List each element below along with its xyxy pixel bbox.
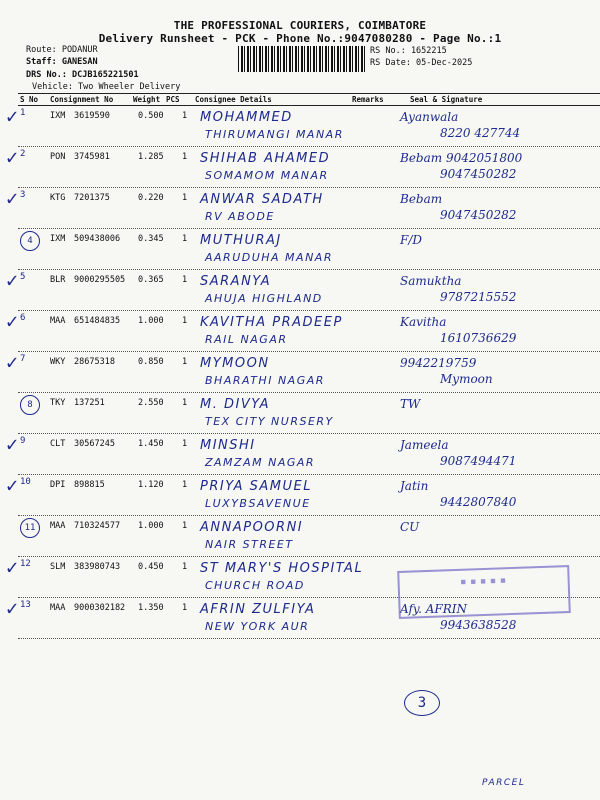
signature-phone: 8220 427744 xyxy=(440,126,521,140)
runsheet-subtitle: Delivery Runsheet - PCK - Phone No.:9047080280 - Page No.:1 xyxy=(98,32,502,45)
serial-number: 11 xyxy=(20,518,40,538)
consignee-address: NAIR STREET xyxy=(205,538,294,551)
consignee-name: SARANYA xyxy=(200,274,272,289)
consignment-code: TKY xyxy=(50,398,66,408)
consignment-code: BLR xyxy=(50,275,66,285)
consignee-address: AHUJA HIGHLAND xyxy=(205,292,323,305)
signature-phone: 1610736629 xyxy=(440,331,517,345)
rs-number: RS No.: 1652215 xyxy=(370,46,447,56)
consignee-address: LUXYBSAVENUE xyxy=(205,497,311,510)
signature-phone: 9442807840 xyxy=(440,495,517,509)
col-sno: S No xyxy=(20,95,39,104)
weight-value: 1.120 xyxy=(138,480,164,490)
consignee-name: MYMOON xyxy=(200,356,270,371)
consignee-address: TEX CITY NURSERY xyxy=(205,415,334,428)
consignee-address: ZAMZAM NAGAR xyxy=(205,456,316,469)
serial-number: 13 xyxy=(20,600,31,610)
consignment-code: SLM xyxy=(50,562,66,572)
serial-number: 5 xyxy=(20,272,26,282)
pcs-value: 1 xyxy=(182,111,188,121)
consignment-code: KTG xyxy=(50,193,66,203)
drs-number: DRS No.: DCJB165221501 xyxy=(26,70,139,80)
signature-name: Jatin xyxy=(400,479,429,493)
consignment-number: 3745981 xyxy=(74,152,110,162)
table-row xyxy=(0,270,600,310)
consignee-address: RV ABODE xyxy=(205,210,275,223)
signature-name: TW xyxy=(400,397,421,411)
col-seal: Seal & Signature xyxy=(410,95,483,104)
consignment-number: 137251 xyxy=(74,398,105,408)
delivered-check-icon: ✓ xyxy=(6,596,19,620)
weight-value: 2.550 xyxy=(138,398,164,408)
row-divider xyxy=(18,638,600,639)
weight-value: 0.365 xyxy=(138,275,164,285)
delivered-check-icon: ✓ xyxy=(6,432,19,456)
signature-name: 9942219759 xyxy=(400,356,477,370)
consignment-number: 3619590 xyxy=(74,111,110,121)
signature-name: Bebam xyxy=(400,192,443,206)
vehicle-label: Vehicle: Two Wheeler Delivery xyxy=(32,82,181,92)
signature-phone: 9787215552 xyxy=(440,290,517,304)
signature-phone: Mymoon xyxy=(440,372,493,386)
signature-name: Kavitha xyxy=(400,315,447,329)
pcs-value: 1 xyxy=(182,316,188,326)
serial-number: 12 xyxy=(20,559,31,569)
consignment-number: 9000302182 xyxy=(74,603,126,613)
table-row xyxy=(0,311,600,351)
serial-number: 2 xyxy=(20,149,26,159)
consignee-name: MUTHURAJ xyxy=(200,233,282,248)
signature-name: CU xyxy=(400,520,420,534)
consignee-name: KAVITHA PRADEEP xyxy=(200,315,343,330)
signature-phone: 9087494471 xyxy=(440,454,517,468)
pcs-value: 1 xyxy=(182,357,188,367)
pcs-value: 1 xyxy=(182,562,188,572)
weight-value: 1.350 xyxy=(138,603,164,613)
col-consignment: Consignment No xyxy=(50,95,114,104)
serial-number: 1 xyxy=(20,108,26,118)
signature-phone: 9943638528 xyxy=(440,618,517,632)
delivered-check-icon: ✓ xyxy=(6,473,19,497)
table-row xyxy=(0,393,600,433)
signature-phone: 9047450282 xyxy=(440,167,517,181)
consignment-code: MAA xyxy=(50,316,66,326)
consignment-code: IXM xyxy=(50,111,66,121)
table-row xyxy=(0,434,600,474)
weight-value: 0.345 xyxy=(138,234,164,244)
col-weight: Weight xyxy=(133,95,161,104)
table-row xyxy=(0,147,600,187)
consignment-code: MAA xyxy=(50,521,66,531)
signature-name: Jameela xyxy=(400,438,449,452)
delivered-check-icon: ✓ xyxy=(6,186,19,210)
consignee-address: BHARATHI NAGAR xyxy=(205,374,325,387)
col-remarks: Remarks xyxy=(352,95,384,104)
serial-number: 4 xyxy=(20,231,40,251)
consignment-number: 30567245 xyxy=(74,439,115,449)
consignment-number: 383980743 xyxy=(74,562,121,572)
table-row xyxy=(0,352,600,392)
consignment-code: DPI xyxy=(50,480,66,490)
table-row xyxy=(0,475,600,515)
pcs-value: 1 xyxy=(182,480,188,490)
consignee-name: MOHAMMED xyxy=(200,110,293,125)
consignment-code: MAA xyxy=(50,603,66,613)
delivered-check-icon: ✓ xyxy=(6,555,19,579)
col-pcs: PCS xyxy=(166,95,180,104)
consignee-address: CHURCH ROAD xyxy=(205,579,305,592)
consignee-address: RAIL NAGAR xyxy=(205,333,288,346)
table-row xyxy=(0,106,600,146)
consignee-name: ST MARY'S HOSPITAL xyxy=(200,561,364,576)
pcs-value: 1 xyxy=(182,275,188,285)
weight-value: 1.000 xyxy=(138,521,164,531)
consignee-name: M. DIVYA xyxy=(200,397,271,412)
footer-note: PARCEL xyxy=(482,778,526,788)
consignee-name: AFRIN ZULFIYA xyxy=(200,602,316,617)
consignee-name: PRIYA SAMUEL xyxy=(200,479,312,494)
consignee-address: SOMAMOM MANAR xyxy=(205,169,329,182)
consignment-number: 9000295505 xyxy=(74,275,126,285)
weight-value: 0.850 xyxy=(138,357,164,367)
consignee-name: ANWAR SADATH xyxy=(200,192,324,207)
serial-number: 3 xyxy=(20,190,26,200)
serial-number: 10 xyxy=(20,477,31,487)
pcs-value: 1 xyxy=(182,398,188,408)
consignee-name: SHIHAB AHAMED xyxy=(200,151,331,166)
barcode-image xyxy=(238,46,366,72)
table-row xyxy=(0,188,600,228)
consignment-code: WKY xyxy=(50,357,66,367)
consignment-number: 651484835 xyxy=(74,316,121,326)
office-stamp: ■ ■ ■ ■ ■ xyxy=(397,565,571,619)
consignment-number: 28675318 xyxy=(74,357,115,367)
signature-name: Samuktha xyxy=(400,274,462,288)
consignment-number: 7201375 xyxy=(74,193,110,203)
header-top-rule xyxy=(18,93,600,94)
pcs-value: 1 xyxy=(182,234,188,244)
consignee-name: MINSHI xyxy=(200,438,256,453)
table-row xyxy=(0,516,600,556)
page-count-mark: 3 xyxy=(404,690,440,716)
signature-phone: 9047450282 xyxy=(440,208,517,222)
weight-value: 1.285 xyxy=(138,152,164,162)
pcs-value: 1 xyxy=(182,603,188,613)
signature-name: Bebam 9042051800 xyxy=(400,151,523,165)
pcs-value: 1 xyxy=(182,193,188,203)
consignee-address: AARUDUHA MANAR xyxy=(205,251,333,264)
route-label: Route: PODANUR xyxy=(26,45,98,55)
weight-value: 1.000 xyxy=(138,316,164,326)
consignee-address: NEW YORK AUR xyxy=(205,620,310,633)
consignment-number: 710324577 xyxy=(74,521,121,531)
consignment-code: PON xyxy=(50,152,66,162)
serial-number: 9 xyxy=(20,436,26,446)
pcs-value: 1 xyxy=(182,439,188,449)
pcs-value: 1 xyxy=(182,521,188,531)
weight-value: 0.220 xyxy=(138,193,164,203)
weight-value: 0.450 xyxy=(138,562,164,572)
delivered-check-icon: ✓ xyxy=(6,145,19,169)
delivered-check-icon: ✓ xyxy=(6,309,19,333)
staff-label: Staff: GANESAN xyxy=(26,57,98,67)
consignee-address: THIRUMANGI MANAR xyxy=(205,128,344,141)
consignment-number: 509438006 xyxy=(74,234,121,244)
signature-name: F/D xyxy=(400,233,422,247)
delivered-check-icon: ✓ xyxy=(6,104,19,128)
consignee-name: ANNAPOORNI xyxy=(200,520,304,535)
consignment-number: 898815 xyxy=(74,480,105,490)
consignment-code: CLT xyxy=(50,439,66,449)
weight-value: 0.500 xyxy=(138,111,164,121)
weight-value: 1.450 xyxy=(138,439,164,449)
serial-number: 8 xyxy=(20,395,40,415)
serial-number: 6 xyxy=(20,313,26,323)
serial-number: 7 xyxy=(20,354,26,364)
col-consignee: Consignee Details xyxy=(195,95,272,104)
signature-name: Ayanwala xyxy=(400,110,459,124)
consignment-code: IXM xyxy=(50,234,66,244)
delivered-check-icon: ✓ xyxy=(6,350,19,374)
delivered-check-icon: ✓ xyxy=(6,268,19,292)
pcs-value: 1 xyxy=(182,152,188,162)
rs-date: RS Date: 05-Dec-2025 xyxy=(370,58,473,68)
table-row xyxy=(0,229,600,269)
signature-name: Afy. AFRIN xyxy=(400,602,467,616)
company-title: THE PROFESSIONAL COURIERS, COIMBATORE xyxy=(173,19,427,32)
